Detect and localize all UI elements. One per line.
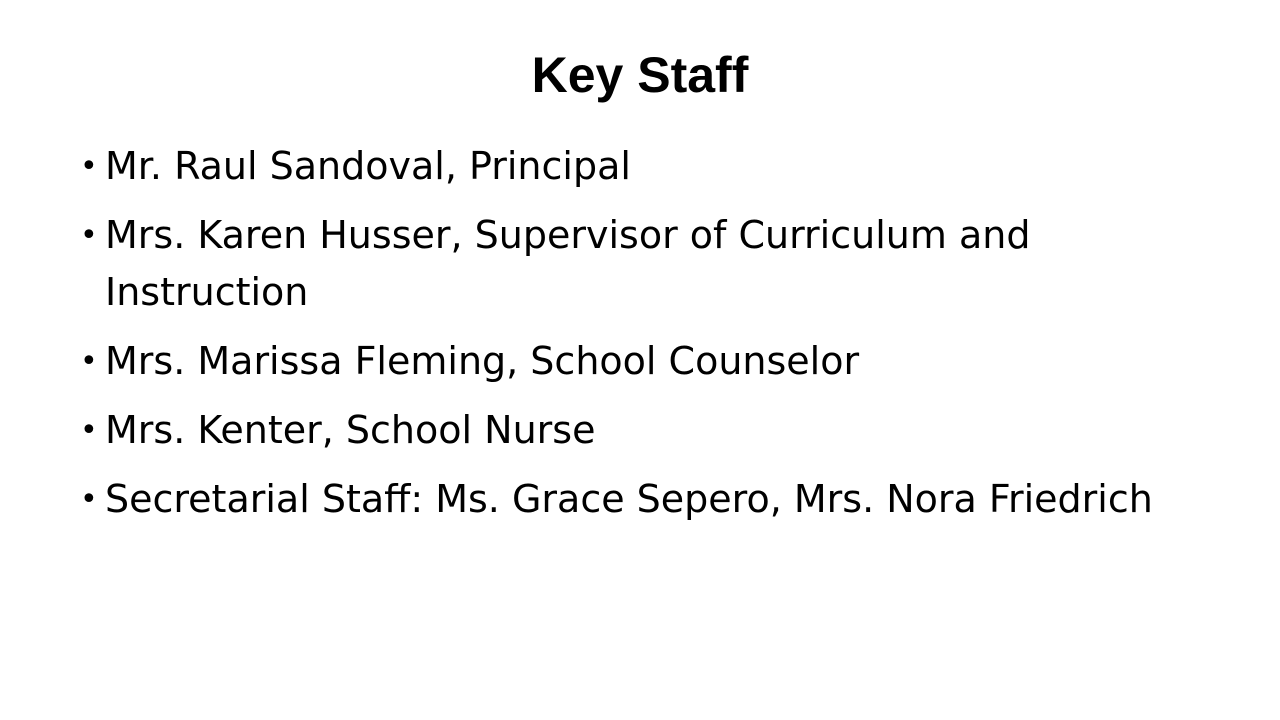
bullet-icon: • — [80, 218, 98, 253]
bullet-item-secretarial-staff — [78, 471, 1188, 528]
bullet-text: Mrs. Marissa Fleming, School Counselor — [105, 339, 860, 383]
bullet-icon: • — [80, 344, 98, 379]
bullet-item-counselor — [78, 333, 1188, 390]
bullet-icon: • — [80, 482, 98, 517]
bullet-text: Mrs. Karen Husser, Supervisor of Curriculum and Instruction — [105, 213, 1031, 314]
bullet-item-nurse — [78, 402, 1188, 459]
bullet-text: Mr. Raul Sandoval, Principal — [105, 144, 631, 188]
bullet-text: Secretarial Staff: Ms. Grace Sepero, Mrs. Nora Friedrich — [105, 477, 1153, 521]
bullet-icon: • — [80, 149, 98, 184]
bullet-text: Mrs. Kenter, School Nurse — [105, 408, 596, 452]
bullet-list — [78, 138, 1188, 540]
slide-title: Key Staff — [531, 47, 749, 103]
bullet-icon: • — [80, 413, 98, 448]
bullet-item-principal — [78, 138, 1188, 195]
bullet-item-curriculum-supervisor — [78, 207, 1188, 321]
